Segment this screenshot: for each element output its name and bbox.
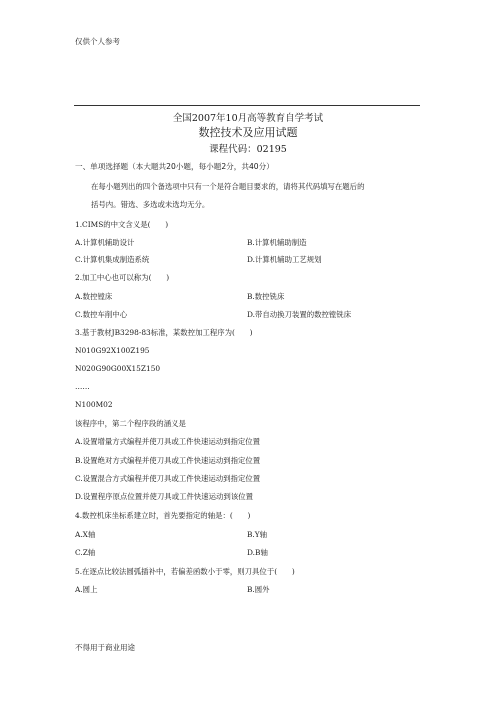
q5-option-b: B.圆外 [247,585,270,594]
q5-stem: 5.在逐点比较法圆弧插补中，若偏差函数小于零，则刀具位于( ) [75,567,295,576]
q1-option-b: B.计算机辅助制造 [247,238,307,247]
q2-stem: 2.加工中心也可以称为( ) [75,273,170,282]
q2-option-d: D.带自动换刀装置的数控镗铣床 [247,310,352,319]
q1-option-a: A.计算机辅助设计 [75,238,135,247]
q3-code-ellipsis: …… [75,382,90,391]
exam-title: 全国2007年10月高等教育自学考试 [172,113,324,124]
q1-option-d: D.计算机辅助工艺规划 [247,255,322,264]
q1-option-c: C.计算机集成制造系统 [75,255,150,264]
q2-option-c: C.数控车削中心 [75,310,128,319]
q3-code-line-3: N100M02 [75,400,113,409]
q1-stem: 1.CIMS的中文含义是( ) [75,220,169,229]
q3-option-a: A.设置增量方式编程并使刀具或工件快速运动到指定位置 [75,437,261,446]
q3-code-line-2: N020G90G00X15Z150 [75,364,161,373]
header-note: 仅供个人参考 [75,37,120,46]
q4-option-c: C.Z轴 [75,548,96,557]
q4-option-b: B.Y轴 [247,530,268,539]
header-divider [74,105,420,106]
exam-subject: 数控技术及应用试题 [198,126,298,139]
q4-option-a: A.X轴 [75,530,96,539]
q3-question: 该程序中，第二个程序段的涵义是 [75,419,186,428]
q2-option-a: A.数控镗床 [75,292,113,301]
q3-option-c: C.设置混合方式编程并使刀具或工件快速运动到指定位置 [75,474,261,483]
instruction-line-1: 在每小题列出的四个备选项中只有一个是符合题目要求的，请将其代码填写在题后的 [91,182,365,191]
q3-stem: 3.基于教材JB3298-83标准，某数控加工程序为( ) [75,328,253,337]
section-heading: 一、单项选择题（本大题共20小题，每小题2分，共40分） [75,162,274,171]
q2-option-b: B.数控铣床 [247,292,285,301]
footer-note: 不得用于商业用途 [75,643,135,652]
q4-stem: 4.数控机床坐标系建立时，首先要指定的轴是：( ) [75,511,251,520]
q4-option-d: D.B轴 [247,548,268,557]
instruction-line-2: 括号内。错选、多选或未选均无分。 [91,200,210,209]
q5-option-a: A.圆上 [75,585,98,594]
q3-code-line-1: N010G92X100Z195 [75,346,150,355]
course-code: 课程代码：02195 [209,144,287,155]
q3-option-d: D.设置程序原点位置并使刀具或工件快速运动到该位置 [75,492,253,501]
q3-option-b: B.设置绝对方式编程并使刀具或工件快速运动到指定位置 [75,456,261,465]
